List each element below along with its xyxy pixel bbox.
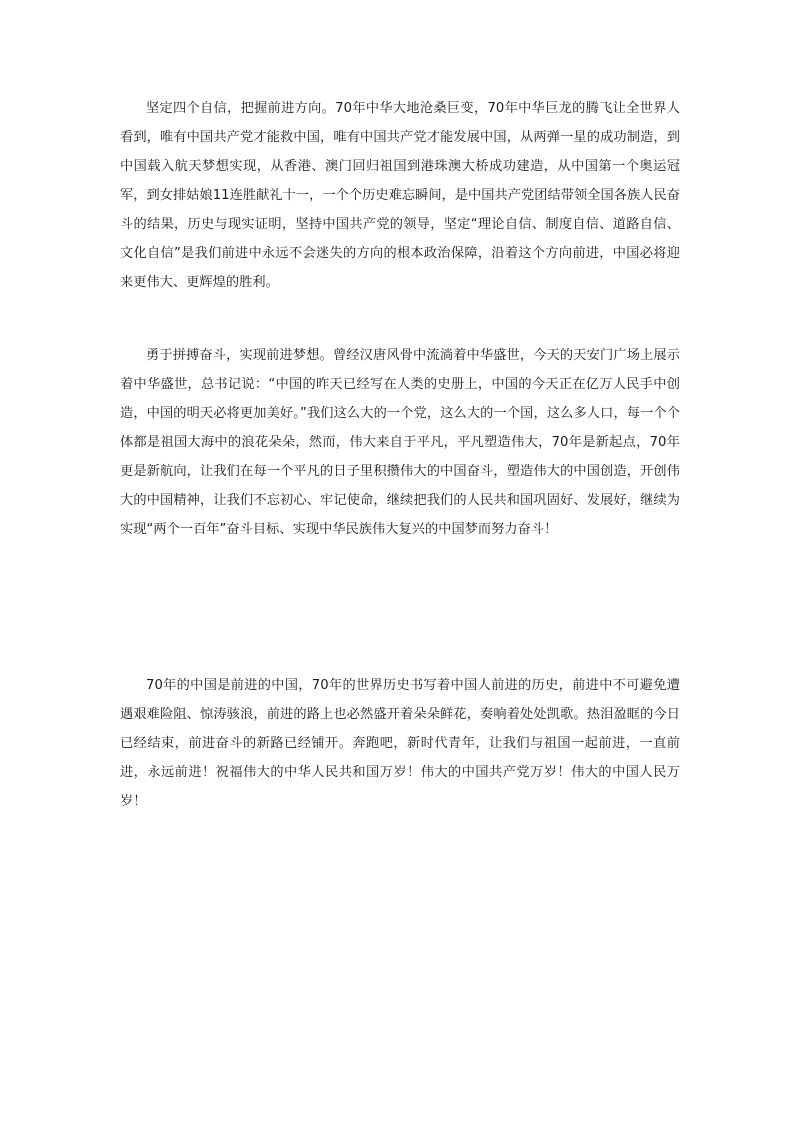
paragraph-four-confidences: 坚定四个自信，把握前进方向。70年中华大地沧桑巨变，70年中华巨龙的腾飞让全世界人看到，唯有中国共产党才能救中国，唯有中国共产党才能发展中国，从两弹一星的成功制造，到中国载入航天梦想实现，从香港、澳门回归祖国到港珠澳大桥成功建造，从中国第一个奥运冠军，到女排姑娘11连胜献礼十一，一个个历史难忘瞬间，是中国共产党团结带领全国各族人民奋斗的结果，历史与现实证明，坚持中国共产党的领导，坚定“理论自信、制度自信、道路自信、文化自信”是我们前进中永远不会迷失的方向的根本政治保障，沿着这个方向前进，中国必将迎来更伟大、更辉煌的胜利。 [120, 101, 680, 290]
paragraph-strive-dream: 勇于拼搏奋斗，实现前进梦想。曾经汉唐风骨中流淌着中华盛世，今天的天安门广场上展示着中华盛世，总书记说：“中国的昨天已经写在人类的史册上，中国的今天正在亿万人民手中创造，中国的明天必将更加美好。”我们这么大的一个党，这么大的一个国，这么多人口，每一个个体都是祖国大海中的浪花朵朵，然而，伟大来自于平凡，平凡塑造伟大，70年是新起点，70年更是新航向，让我们在每一个平凡的日子里积攒伟大的中国奋斗，塑造伟大的中国创造，开创伟大的中国精神，让我们不忘初心、牢记使命，继续把我们的人民共和国巩固好、发展好，继续为实现“两个一百年”奋斗目标、实现中华民族伟大复兴的中国梦而努力奋斗！ [120, 348, 680, 537]
paragraph-advancing-china: 70年的中国是前进的中国，70年的世界历史书写着中国人前进的历史，前进中不可避免遭遇艰难险阻、惊涛骇浪，前进的路上也必然盛开着朵朵鲜花，奏响着处处凯歌。热泪盈眶的今日已经结束，前进奋斗的新路已经铺开。奔跑吧，新时代青年，让我们与祖国一起前进，一直前进，永远前进！祝福伟大的中华人民共和国万岁！伟大的中国共产党万岁！伟大的中国人民万岁！ [120, 678, 680, 809]
